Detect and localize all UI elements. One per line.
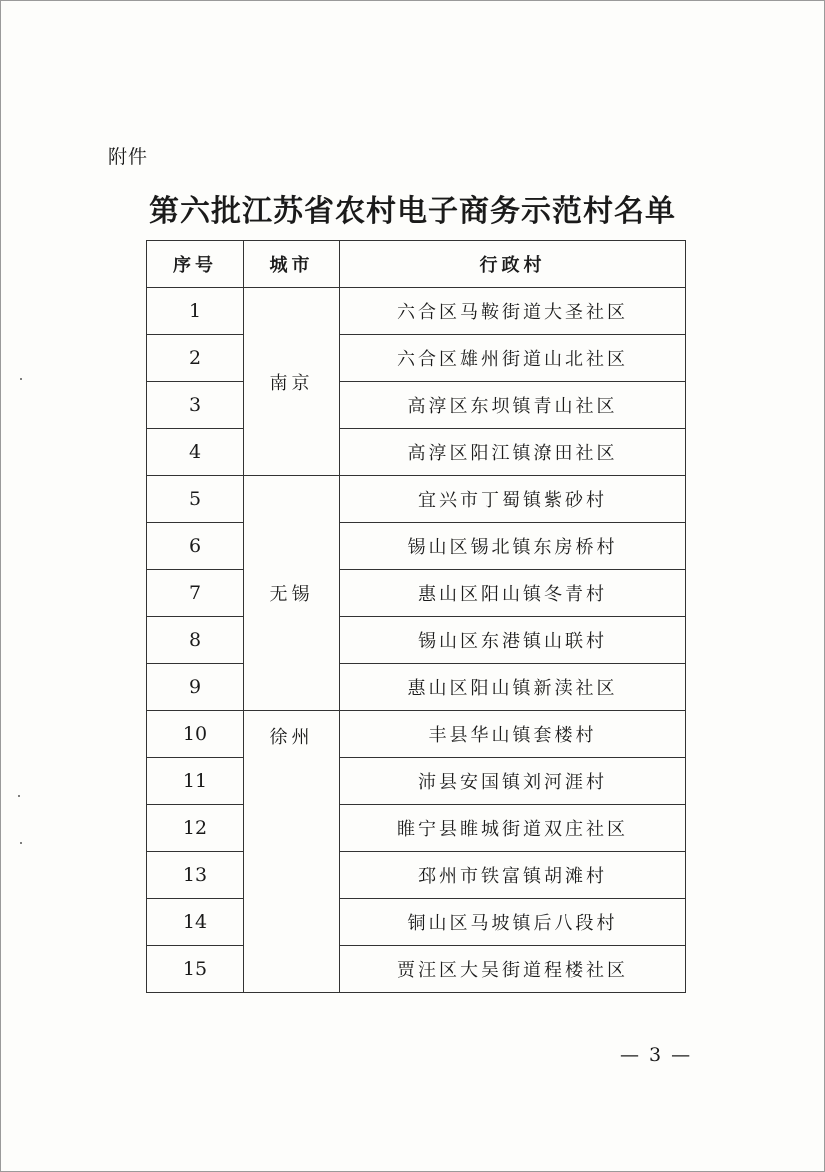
scan-speck: [20, 378, 22, 380]
city-cell-xuzhou: 徐州: [244, 711, 340, 993]
header-village: 行政村: [340, 241, 686, 288]
scan-speck: [18, 795, 20, 797]
village-cell: 宜兴市丁蜀镇紫砂村: [340, 476, 686, 523]
table-header-row: [147, 241, 686, 288]
serial-number-cell: 12: [147, 805, 244, 852]
city-cell-wuxi: 无锡: [244, 476, 340, 711]
serial-number-cell: 15: [147, 946, 244, 993]
village-cell: 锡山区东港镇山联村: [340, 617, 686, 664]
table-row: [147, 617, 686, 664]
table-row: [147, 335, 686, 382]
table-row: [147, 382, 686, 429]
village-cell: 沛县安国镇刘河涯村: [340, 758, 686, 805]
serial-number-cell: 4: [147, 429, 244, 476]
city-cell-nanjing: 南京: [244, 288, 340, 476]
header-city: 城市: [244, 241, 340, 288]
serial-number-cell: 7: [147, 570, 244, 617]
serial-number-cell: 9: [147, 664, 244, 711]
serial-number-cell: 5: [147, 476, 244, 523]
table-row: [147, 805, 686, 852]
village-list-table: [146, 240, 686, 993]
village-cell: 六合区马鞍街道大圣社区: [340, 288, 686, 335]
serial-number-cell: 6: [147, 523, 244, 570]
village-cell: 高淳区阳江镇潦田社区: [340, 429, 686, 476]
serial-number-cell: 13: [147, 852, 244, 899]
table-row: [147, 570, 686, 617]
serial-number-cell: 1: [147, 288, 244, 335]
village-cell: 高淳区东坝镇青山社区: [340, 382, 686, 429]
serial-number-cell: 11: [147, 758, 244, 805]
village-cell: 邳州市铁富镇胡滩村: [340, 852, 686, 899]
attachment-label: 附件: [108, 146, 149, 168]
table-row: [147, 288, 686, 335]
serial-number-cell: 10: [147, 711, 244, 758]
table-row: [147, 664, 686, 711]
scan-speck: [20, 842, 22, 844]
table-row: [147, 476, 686, 523]
village-cell: 贾汪区大吴街道程楼社区: [340, 946, 686, 993]
table-row: [147, 899, 686, 946]
village-cell: 铜山区马坡镇后八段村: [340, 899, 686, 946]
village-cell: 惠山区阳山镇冬青村: [340, 570, 686, 617]
serial-number-cell: 2: [147, 335, 244, 382]
table-row: [147, 852, 686, 899]
serial-number-cell: 3: [147, 382, 244, 429]
village-cell: 惠山区阳山镇新渎社区: [340, 664, 686, 711]
table-row: [147, 711, 686, 758]
village-cell: 六合区雄州街道山北社区: [340, 335, 686, 382]
village-cell: 睢宁县睢城街道双庄社区: [340, 805, 686, 852]
serial-number-cell: 8: [147, 617, 244, 664]
table-row: [147, 523, 686, 570]
village-cell: 丰县华山镇套楼村: [340, 711, 686, 758]
page-number: — 3 —: [620, 1044, 693, 1066]
serial-number-cell: 14: [147, 899, 244, 946]
header-serial-number: 序号: [147, 241, 244, 288]
table-row: [147, 758, 686, 805]
table-row: [147, 429, 686, 476]
table-row: [147, 946, 686, 993]
document-title: 第六批江苏省农村电子商务示范村名单: [149, 194, 676, 229]
village-cell: 锡山区锡北镇东房桥村: [340, 523, 686, 570]
